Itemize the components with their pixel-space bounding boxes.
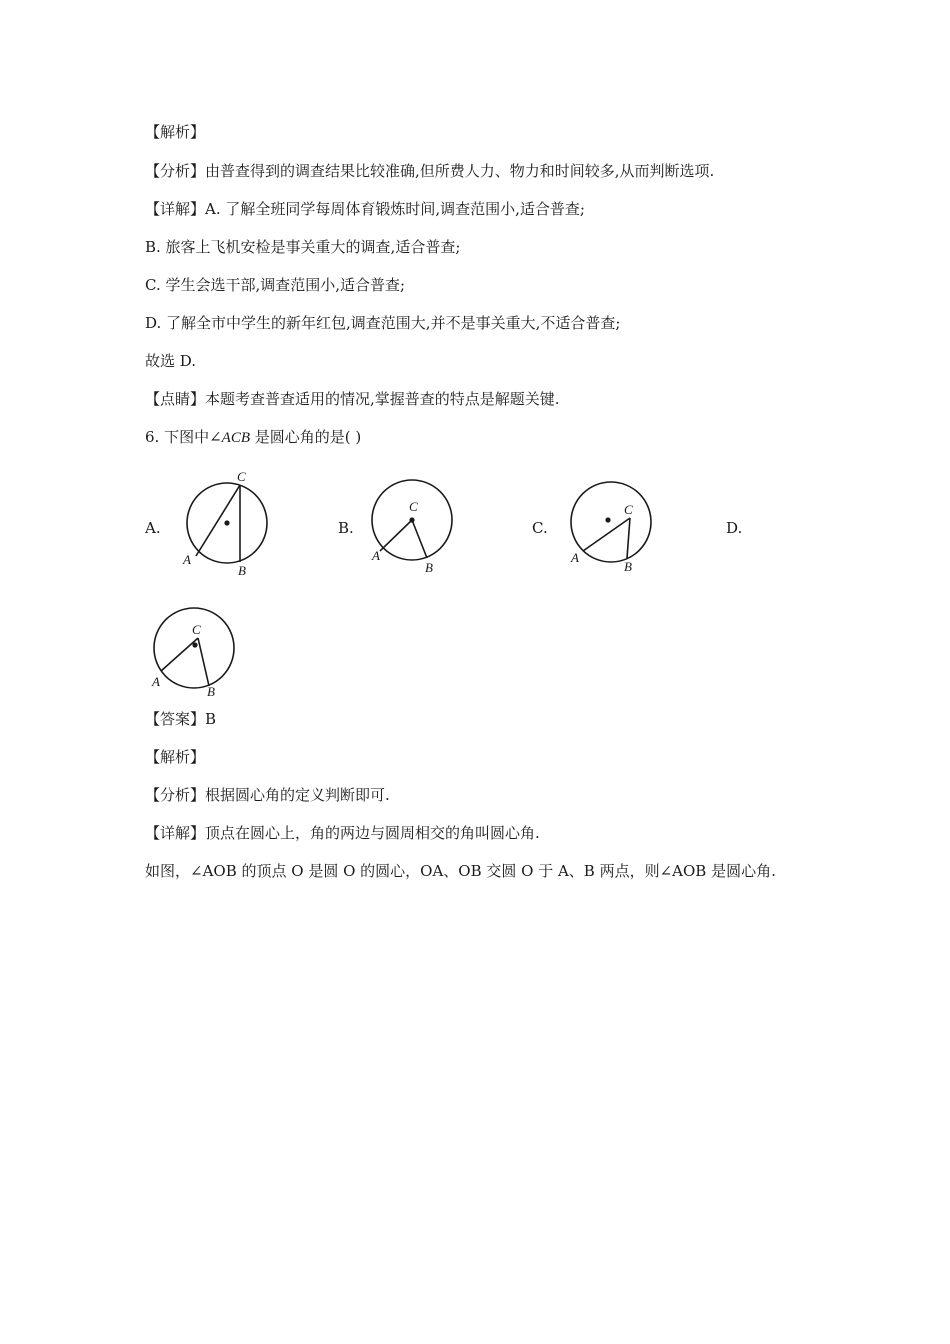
explanation-text: 如图，∠AOB 的顶点 O 是圆 O 的圆心，OA、OB 交圆 O 于 A、B 两点，则∠AOB 是圆心角. bbox=[145, 862, 776, 880]
question-6 bbox=[145, 427, 361, 448]
option-b-label: B. bbox=[338, 519, 354, 537]
figure-option-b bbox=[360, 475, 470, 580]
figure-option-a bbox=[170, 465, 280, 580]
detail-option-a: 【详解】A. 了解全班同学每周体育锻炼时间,调查范围小,适合普查; bbox=[145, 200, 585, 218]
analysis-text: 【分析】由普查得到的调查结果比较准确,但所费人力、物力和时间较多,从而判断选项. bbox=[145, 162, 715, 180]
option-a-label: A. bbox=[145, 519, 161, 537]
section-heading-analysis: 【解析】 bbox=[145, 123, 206, 141]
comment-text: 【点睛】本题考查普查适用的情况,掌握普查的特点是解题关键. bbox=[145, 390, 560, 408]
section-heading-analysis-2: 【解析】 bbox=[145, 748, 206, 766]
point-label-a: A bbox=[152, 674, 160, 689]
point-label-b: B bbox=[425, 560, 433, 575]
point-label-b: B bbox=[207, 684, 215, 699]
question-6-suffix: 是圆心角的是( ) bbox=[250, 428, 362, 446]
detail-option-d: D. 了解全市中学生的新年红包,调查范围大,并不是事关重大,不适合普查; bbox=[145, 314, 621, 332]
option-d-label: D. bbox=[726, 519, 743, 537]
detail-text-2: 【详解】顶点在圆心上，角的两边与圆周相交的角叫圆心角. bbox=[145, 824, 540, 842]
detail-option-b: B. 旅客上飞机安检是事关重大的调查,适合普查; bbox=[145, 238, 461, 256]
figure-option-c bbox=[560, 475, 670, 580]
figure-option-d bbox=[145, 600, 255, 705]
analysis-text-2: 【分析】根据圆心角的定义判断即可. bbox=[145, 786, 390, 804]
option-c-label: C. bbox=[532, 519, 548, 537]
point-label-a: A bbox=[571, 550, 579, 565]
point-label-c: C bbox=[409, 499, 418, 514]
answer-choice: 故选 D. bbox=[145, 352, 197, 370]
point-label-c: C bbox=[237, 469, 246, 484]
detail-option-c: C. 学生会选干部,调查范围小,适合普查; bbox=[145, 276, 406, 294]
point-label-b: B bbox=[624, 559, 632, 574]
question-6-prefix: 6. 下图中 bbox=[145, 428, 210, 446]
answer-text: 【答案】B bbox=[145, 710, 217, 728]
point-label-c: C bbox=[192, 622, 201, 637]
point-label-b: B bbox=[238, 563, 246, 578]
point-label-a: A bbox=[183, 552, 191, 567]
question-6-angle: ∠ACB bbox=[209, 430, 250, 446]
point-label-c: C bbox=[624, 502, 633, 517]
point-label-a: A bbox=[372, 548, 380, 563]
